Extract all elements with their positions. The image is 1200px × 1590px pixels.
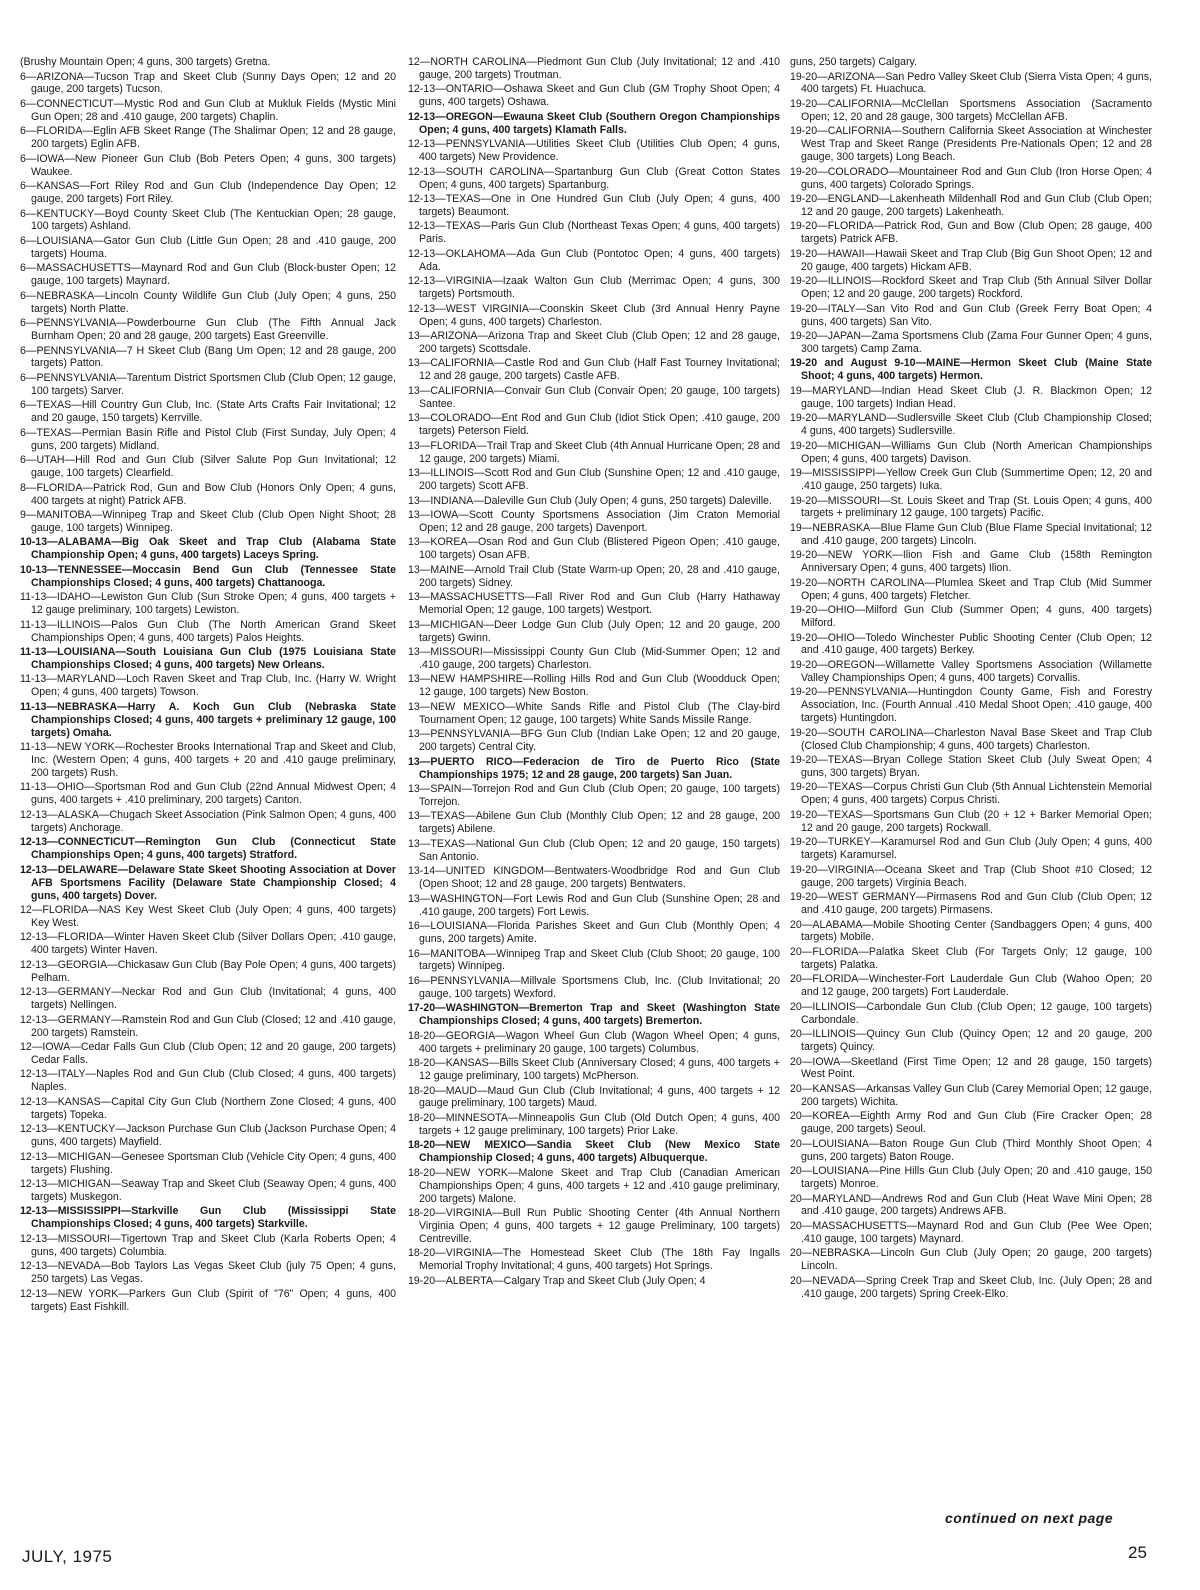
shoot-listing: (Brushy Mountain Open; 4 guns, 300 targets) Gretna. — [20, 56, 271, 68]
shoot-listing: 16—PENNSYLVANIA—Millvale Sportsmens Club, Inc. (Club Invitational; 20 gauge, 100 targets) Wexford. — [408, 974, 780, 1000]
shoot-listing: 12-13—MICHIGAN—Genesee Sportsman Club (Vehicle City Open; 4 guns, 400 targets) Flushing. — [20, 1150, 396, 1176]
shoot-listing: 12-13—MISSOURI—Tigertown Trap and Skeet Club (Karla Roberts Open; 4 guns, 400 targets) Columbia. — [20, 1232, 396, 1258]
shoot-listing: 20—ILLINOIS—Quincy Gun Club (Quincy Open; 12 and 20 gauge, 200 targets) Quincy. — [790, 1028, 1152, 1054]
shoot-listing: 6—ARIZONA—Tucson Trap and Skeet Club (Sunny Days Open; 12 and 20 gauge, 200 targets) Tucson. — [20, 70, 396, 96]
shoot-listing: 12-13—OREGON—Ewauna Skeet Club (Southern Oregon Championships Open; 4 guns, 400 targets) Klamath Falls. — [408, 110, 780, 136]
shoot-listing: 12-13—TEXAS—One in One Hundred Gun Club (July Open; 4 guns, 400 targets) Beaumont. — [408, 193, 780, 218]
shoot-listing: 12-13—MISSISSIPPI—Starkville Gun Club (Mississippi State Championships Closed; 4 guns, 400 targets) Starkville. — [20, 1205, 396, 1231]
shoot-listing: 11-13—IDAHO—Lewiston Gun Club (Sun Stroke Open; 4 guns, 400 targets + 12 gauge preliminary, 100 targets) Lewiston. — [20, 591, 396, 617]
shoot-listing: 19-20—JAPAN—Zama Sportsmens Club (Zama Four Gunner Open; 4 guns, 300 targets) Camp Zama. — [790, 330, 1152, 355]
page-number: 25 — [1128, 1543, 1147, 1562]
shoot-listing: 6—CONNECTICUT—Mystic Rod and Gun Club at Mukluk Fields (Mystic Mini Gun Open; 28 and .410 gauge, 200 targets) Chaplin. — [20, 97, 396, 123]
shoot-listing: 11-13—NEW YORK—Rochester Brooks International Trap and Skeet and Club, Inc. (Western Open; 4 guns, 400 targets + 20 and .410 gauge preliminary, 200 targets) Rush. — [20, 741, 396, 779]
shoot-listing: 10-13—TENNESSEE—Moccasin Bend Gun Club (Tennessee State Championships Closed; 4 guns, 400 targets) Chattanooga. — [20, 563, 396, 589]
shoot-listing: 12-13—KENTUCKY—Jackson Purchase Gun Club (Jackson Purchase Open; 4 guns, 400 targets) Mayfield. — [20, 1123, 396, 1149]
shoot-listing: 13—WASHINGTON—Fort Lewis Rod and Gun Club (Sunshine Open; 28 and .410 gauge, 200 targets) Fort Lewis. — [408, 892, 780, 918]
shoot-listing: 12-13—GEORGIA—Chickasaw Gun Club (Bay Pole Open; 4 guns, 400 targets) Pelham. — [20, 958, 396, 984]
shoot-listing: 12-13—OKLAHOMA—Ada Gun Club (Pontotoc Open; 4 guns, 400 targets) Ada. — [408, 247, 780, 273]
shoot-listing: 6—KANSAS—Fort Riley Rod and Gun Club (Independence Day Open; 12 gauge, 200 targets) Fort Riley. — [20, 180, 396, 206]
shoot-listing: 19-20—OREGON—Willamette Valley Sportsmens Association (Willamette Valley Championships Open; 4 guns, 400 targets) Corvallis. — [790, 658, 1152, 684]
shoot-listing: 20—NEVADA—Spring Creek Trap and Skeet Club, Inc. (July Open; 28 and .410 gauge, 200 targets) Spring Creek-Elko. — [790, 1274, 1152, 1300]
shoot-listing: 11-13—ILLINOIS—Palos Gun Club (The North American Grand Skeet Championships Open; 4 guns, 400 targets) Palos Heights. — [20, 618, 396, 644]
shoot-listing: 12-13—SOUTH CAROLINA—Spartanburg Gun Club (Great Cotton States Open; 4 guns, 400 targets) Spartanburg. — [408, 165, 780, 191]
shoot-listing: 12—FLORIDA—NAS Key West Skeet Club (July Open; 4 guns, 400 targets) Key West. — [20, 904, 396, 929]
shoot-listing: 12-13—ONTARIO—Oshawa Skeet and Gun Club (GM Trophy Shoot Open; 4 guns, 400 targets) Oshawa. — [408, 83, 780, 109]
shoot-listing: 20—MASSACHUSETTS—Maynard Rod and Gun Club (Pee Wee Open; .410 gauge, 100 targets) Maynard. — [790, 1219, 1152, 1245]
shoot-listing: 18-20—VIRGINIA—The Homestead Skeet Club (The 18th Fay Ingalls Memorial Trophy Invitational; 4 guns, 400 targets) Hot Springs. — [408, 1247, 780, 1273]
shoot-listing: 10-13—ALABAMA—Big Oak Skeet and Trap Club (Alabama State Championship Open; 4 guns, 400 targets) Laceys Spring. — [20, 536, 396, 562]
shoot-listing: 13-14—UNITED KINGDOM—Bentwaters-Woodbridge Rod and Gun Club (Open Shoot; 12 and 28 gauge, 200 targets) Bentwaters. — [408, 865, 780, 891]
shoot-listing: 13—MISSOURI—Mississippi County Gun Club (Mid-Summer Open; 12 and .410 gauge, 200 targets) Charleston. — [408, 646, 780, 671]
shoot-listing: 12-13—ALASKA—Chugach Skeet Association (Pink Salmon Open; 4 guns, 400 targets) Anchorage. — [20, 808, 396, 834]
shoot-listing: 19-20—ALBERTA—Calgary Trap and Skeet Club (July Open; 4 — [408, 1274, 706, 1287]
shoot-listing: 19-20—TURKEY—Karamursel Rod and Gun Club (July Open; 4 guns, 400 targets) Karamursel. — [790, 836, 1152, 862]
shoot-listing: 6—TEXAS—Hill Country Gun Club, Inc. (State Arts Crafts Fair Invitational; 12 and 20 gauge, 150 targets) Kerrville. — [20, 399, 396, 425]
shoot-listing: 12-13—NEW YORK—Parkers Gun Club (Spirit of "76" Open; 4 guns, 400 targets) East Fishkill. — [20, 1287, 396, 1313]
shoot-listing: 19-20—CALIFORNIA—Southern California Skeet Association at Winchester West Trap and Skeet Range (Presidents Pre-Nationals Open; 12 and 28 gauge, 300 targets) Long Beach. — [790, 125, 1152, 164]
shoot-listing: 6—FLORIDA—Eglin AFB Skeet Range (The Shalimar Open; 12 and 28 gauge, 200 targets) Eglin AFB. — [20, 125, 396, 151]
shoot-listing: 13—INDIANA—Daleville Gun Club (July Open; 4 guns, 250 targets) Daleville. — [408, 494, 772, 507]
shoot-listing: 19-20—PENNSYLVANIA—Huntingdon County Game, Fish and Forestry Association, Inc. (Fourth Annual .410 Medal Shoot Open; .410 gauge, 400 targets) Huntingdon. — [790, 686, 1152, 725]
shoot-listing: 6—NEBRASKA—Lincoln County Wildlife Gun Club (July Open; 4 guns, 250 targets) North Platte. — [20, 289, 396, 315]
shoot-listing: 18-20—MAUD—Maud Gun Club (Club Invitational; 4 guns, 400 targets + 12 gauge preliminary, 100 targets) Maud. — [408, 1084, 780, 1110]
shoot-listing: 19-20—SOUTH CAROLINA—Charleston Naval Base Skeet and Trap Club (Closed Club Championship; 4 guns, 400 targets) Charleston. — [790, 726, 1152, 752]
shoot-listing: 18-20—NEW MEXICO—Sandia Skeet Club (New Mexico State Championship Closed; 4 guns, 400 targets) Albuquerque. — [408, 1139, 780, 1165]
shoot-listing: 19-20—CALIFORNIA—McClellan Sportsmens Association (Sacramento Open; 12, 20 and 28 gauge, 300 targets) McClellan AFB. — [790, 97, 1152, 123]
shoot-listing: 19—NEBRASKA—Blue Flame Gun Club (Blue Flame Special Invitational; 12 and .410 gauge, 200 targets) Lincoln. — [790, 521, 1152, 547]
column-right — [790, 56, 1152, 1302]
shoot-listing: 18-20—GEORGIA—Wagon Wheel Gun Club (Wagon Wheel Open; 4 guns, 400 targets + preliminary 20 gauge, 100 targets) Columbus. — [408, 1029, 780, 1055]
shoot-listing: 13—ARIZONA—Arizona Trap and Skeet Club (Club Open; 12 and 28 gauge, 200 targets) Scottsdale. — [408, 330, 780, 355]
shoot-listing: 11-13—OHIO—Sportsman Rod and Gun Club (22nd Annual Midwest Open; 4 guns, 400 targets + .410 preliminary, 200 targets) Canton. — [20, 781, 396, 807]
shoot-listing: 19-20—FLORIDA—Patrick Rod, Gun and Bow (Club Open; 28 gauge, 400 targets) Patrick AFB. — [790, 220, 1152, 246]
shoot-listing: 19-20—MICHIGAN—Williams Gun Club (North American Championships Open; 4 guns, 400 targets) Davison. — [790, 439, 1152, 465]
shoot-listing: 19-20 and August 9-10—MAINE—Hermon Skeet Club (Maine State Shoot; 4 guns, 400 targets) Hermon. — [790, 357, 1152, 383]
column-middle — [408, 56, 780, 1289]
shoot-listing: 20—ALABAMA—Mobile Shooting Center (Sandbaggers Open; 4 guns, 400 targets) Mobile. — [790, 918, 1152, 944]
shoot-listing: 12-13—CONNECTICUT—Remington Gun Club (Connecticut State Championships Open; 4 guns, 400 targets) Stratford. — [20, 836, 396, 862]
shoot-listing: 19-20—WEST GERMANY—Pirmasens Rod and Gun Club (Club Open; 12 and .410 gauge, 200 targets) Pirmasens. — [790, 891, 1152, 916]
shoot-listing: 11-13—MARYLAND—Loch Raven Skeet and Trap Club, Inc. (Harry W. Wright Open; 4 guns, 400 targets) Towson. — [20, 673, 396, 699]
shoot-listing: 12-13—WEST VIRGINIA—Coonskin Skeet Club (3rd Annual Henry Payne Open; 4 guns, 400 targets) Charleston. — [408, 302, 780, 328]
shoot-listing: 12-13—FLORIDA—Winter Haven Skeet Club (Silver Dollars Open; .410 gauge, 400 targets) Winter Haven. — [20, 931, 396, 957]
shoot-listing: 19-20—ENGLAND—Lakenheath Mildenhall Rod and Gun Club (Club Open; 12 and 20 gauge, 200 targets) Lakenheath. — [790, 193, 1152, 218]
shoot-listing: 16—LOUISIANA—Florida Parishes Skeet and Gun Club (Monthly Open; 4 guns, 200 targets) Amite. — [408, 920, 780, 945]
shoot-listing: 12-13—TEXAS—Paris Gun Club (Northeast Texas Open; 4 guns, 400 targets) Paris. — [408, 220, 780, 246]
shoot-listing: 17-20—WASHINGTON—Bremerton Trap and Skeet (Washington State Championships Closed; 4 guns, 400 targets) Bremerton. — [408, 1002, 780, 1028]
shoot-listing: 6—IOWA—New Pioneer Gun Club (Bob Peters Open; 4 guns, 300 targets) Waukee. — [20, 152, 396, 178]
shoot-listing: 18-20—NEW YORK—Malone Skeet and Trap Club (Canadian American Championships Open; 4 guns, 400 targets + 12 and .410 gauge preliminary, 200 targets) Malone. — [408, 1166, 780, 1205]
shoot-listing: 11-13—NEBRASKA—Harry A. Koch Gun Club (Nebraska State Championships Closed; 4 guns, 400 targets + preliminary 12 gauge, 100 targets) Omaha. — [20, 700, 396, 739]
shoot-listing: 20—LOUISIANA—Pine Hills Gun Club (July Open; 20 and .410 gauge, 150 targets) Monroe. — [790, 1165, 1152, 1191]
shoot-listing: 19—MARYLAND—Indian Head Skeet Club (J. R. Blackmon Open; 12 gauge, 100 targets) Indian Head. — [790, 384, 1152, 410]
shoot-listing: 13—COLORADO—Ent Rod and Gun Club (Idiot Stick Open; .410 gauge, 200 targets) Peterson Field. — [408, 412, 780, 438]
shoot-listing: 8—FLORIDA—Patrick Rod, Gun and Bow Club (Honors Only Open; 4 guns, 400 targets at night) Patrick AFB. — [20, 481, 396, 507]
shoot-listing: 13—MASSACHUSETTS—Fall River Rod and Gun Club (Harry Hathaway Memorial Open; 12 gauge, 100 targets) Westport. — [408, 591, 780, 617]
shoot-listing: 13—CALIFORNIA—Convair Gun Club (Convair Open; 20 gauge, 100 targets) Santee. — [408, 384, 780, 410]
shoot-listing: 19-20—HAWAII—Hawaii Skeet and Trap Club (Big Gun Shoot Open; 12 and 20 gauge, 400 targets) Hickam AFB. — [790, 247, 1152, 273]
shoot-listing: 20—FLORIDA—Palatka Skeet Club (For Targets Only; 12 gauge, 100 targets) Palatka. — [790, 945, 1152, 971]
shoot-listing: 13—CALIFORNIA—Castle Rod and Gun Club (Half Fast Tourney Invitational; 12 and 28 gauge, 200 targets) Castle AFB. — [408, 357, 780, 383]
shoot-listing: 19-20—NEW YORK—Ilion Fish and Game Club (158th Remington Anniversary Open; 4 guns, 400 targets) Ilion. — [790, 549, 1152, 575]
shoot-listing: 20—FLORIDA—Winchester-Fort Lauderdale Gun Club (Wahoo Open; 20 and 12 gauge, 200 targets) Fort Lauderdale. — [790, 973, 1152, 999]
shoot-listing: 13—FLORIDA—Trail Trap and Skeet Club (4th Annual Hurricane Open; 28 and 12 gauge, 200 targets) Miami. — [408, 439, 780, 465]
shoot-listing: 18-20—MINNESOTA—Minneapolis Gun Club (Old Dutch Open; 4 guns, 400 targets + 12 gauge preliminary, 100 targets) Prior Lake. — [408, 1111, 780, 1137]
shoot-listing: 12-13—GERMANY—Ramstein Rod and Gun Club (Closed; 12 and .410 gauge, 200 targets) Ramstein. — [20, 1013, 396, 1039]
continued-note: continued on next page — [945, 1510, 1114, 1526]
shoot-listing: 19-20—OHIO—Toledo Winchester Public Shooting Center (Club Open; 12 and .410 gauge, 400 targets) Berkey. — [790, 631, 1152, 657]
shoot-listing: guns, 250 targets) Calgary. — [790, 56, 917, 68]
shoot-listing: 19-20—TEXAS—Corpus Christi Gun Club (5th Annual Lichtenstein Memorial Open; 4 guns, 400 targets) Corpus Christi. — [790, 781, 1152, 807]
shoot-listing: 20—NEBRASKA—Lincoln Gun Club (July Open; 20 gauge, 200 targets) Lincoln. — [790, 1247, 1152, 1273]
shoot-listing: 13—IOWA—Scott County Sportsmens Association (Jim Craton Memorial Open; 12 and 28 gauge, 200 targets) Davenport. — [408, 509, 780, 534]
shoot-listing: 13—MAINE—Arnold Trail Club (State Warm-up Open; 20, 28 and .410 gauge, 200 targets) Sidney. — [408, 563, 780, 589]
shoot-listing: 13—MICHIGAN—Deer Lodge Gun Club (July Open; 12 and 20 gauge, 200 targets) Gwinn. — [408, 618, 780, 644]
shoot-listing: 19-20—ILLINOIS—Rockford Skeet and Trap Club (5th Annual Silver Dollar Open; 12 and 20 gauge, 200 targets) Rockford. — [790, 275, 1152, 301]
shoot-listing: 19-20—MISSOURI—St. Louis Skeet and Trap (St. Louis Open; 4 guns, 400 targets + preliminary 12 gauge, 100 targets) Pacific. — [790, 494, 1152, 520]
shoot-listing: 13—PUERTO RICO—Federacion de Tiro de Puerto Rico (State Championships 1975; 12 and 28 gauge, 200 targets) San Juan. — [408, 755, 780, 781]
shoot-listing: 13—NEW HAMPSHIRE—Rolling Hills Rod and Gun Club (Woodduck Open; 12 gauge, 100 targets) New Boston. — [408, 673, 780, 699]
shoot-listing: 12-13—VIRGINIA—Izaak Walton Gun Club (Merrimac Open; 4 guns, 300 targets) Portsmouth. — [408, 275, 780, 301]
shoot-listing: 18-20—KANSAS—Bills Skeet Club (Anniversary Closed; 4 guns, 400 targets + 12 gauge preliminary, 100 targets) McPherson. — [408, 1057, 780, 1083]
shoot-listing: 12-13—PENNSYLVANIA—Utilities Skeet Club (Utilities Club Open; 4 guns, 400 targets) New Providence. — [408, 138, 780, 164]
shoot-listing: 20—MARYLAND—Andrews Rod and Gun Club (Heat Wave Mini Open; 28 and .410 gauge, 200 targets) Andrews AFB. — [790, 1192, 1152, 1218]
shoot-listing: 9—MANITOBA—Winnipeg Trap and Skeet Club (Club Open Night Shoot; 28 gauge, 100 targets) Winnipeg. — [20, 509, 396, 534]
shoot-listing: 11-13—LOUISIANA—South Louisiana Gun Club (1975 Louisiana State Championships Closed; 4 guns, 400 targets) New Orleans. — [20, 646, 396, 671]
shoot-listing: 6—PENNSYLVANIA—Tarentum District Sportsmen Club (Club Open; 12 gauge, 100 targets) Sarver. — [20, 371, 396, 397]
shoot-listing: 12-13—KANSAS—Capital City Gun Club (Northern Zone Closed; 4 guns, 400 targets) Topeka. — [20, 1095, 396, 1121]
shoot-listing: 19-20—ARIZONA—San Pedro Valley Skeet Club (Sierra Vista Open; 4 guns, 400 targets) Ft. Huachuca. — [790, 70, 1152, 96]
shoot-listing: 6—PENNSYLVANIA—7 H Skeet Club (Bang Um Open; 12 and 28 gauge, 200 targets) Patton. — [20, 344, 396, 370]
shoot-listing: 13—KOREA—Osan Rod and Gun Club (Blistered Pigeon Open; .410 gauge, 100 targets) Osan AFB. — [408, 536, 780, 562]
shoot-listing: 6—MASSACHUSETTS—Maynard Rod and Gun Club (Block-buster Open; 12 gauge, 100 targets) Maynard. — [20, 262, 396, 288]
shoot-listing: 6—LOUISIANA—Gator Gun Club (Little Gun Open; 28 and .410 gauge, 200 targets) Houma. — [20, 234, 396, 260]
shoot-listing: 19-20—VIRGINIA—Oceana Skeet and Trap (Club Shoot #10 Closed; 12 gauge, 200 targets) Virginia Beach. — [790, 863, 1152, 889]
column-left — [20, 56, 396, 1315]
shoot-listing: 19-20—TEXAS—Sportsmans Gun Club (20 + 12 + Barker Memorial Open; 12 and 20 gauge, 200 targets) Rockwall. — [790, 808, 1152, 834]
shoot-listing: 19-20—MARYLAND—Sudlersville Skeet Club (Club Championship Closed; 4 guns, 400 targets) Sudlersville. — [790, 412, 1152, 438]
shoot-listing: 12-13—MICHIGAN—Seaway Trap and Skeet Club (Seaway Open; 4 guns, 400 targets) Muskegon. — [20, 1178, 396, 1203]
shoot-listing: 19-20—ITALY—San Vito Rod and Gun Club (Greek Ferry Boat Open; 4 guns, 400 targets) San Vito. — [790, 302, 1152, 328]
shoot-listing: 12-13—GERMANY—Neckar Rod and Gun Club (Invitational; 4 guns, 400 targets) Nellingen. — [20, 986, 396, 1012]
shoot-listing: 13—ILLINOIS—Scott Rod and Gun Club (Sunshine Open; 12 and .410 gauge, 200 targets) Scott AFB. — [408, 467, 780, 492]
shoot-listing: 13—NEW MEXICO—White Sands Rifle and Pistol Club (The Clay-bird Tournament Open; 12 gauge, 100 targets) White Sands Missile Range. — [408, 700, 780, 726]
shoot-listing: 12—IOWA—Cedar Falls Gun Club (Club Open; 12 and 20 gauge, 200 targets) Cedar Falls. — [20, 1041, 396, 1066]
shoot-listing: 20—IOWA—Skeetland (First Time Open; 12 and 28 gauge, 150 targets) West Point. — [790, 1055, 1152, 1081]
shoot-listing: 6—TEXAS—Permian Basin Rifle and Pistol Club (First Sunday, July Open; 4 guns, 200 targets) Midland. — [20, 426, 396, 452]
shoot-listing: 6—PENNSYLVANIA—Powderbourne Gun Club (The Fifth Annual Jack Burnham Open; 20 and 28 gauge, 200 targets) East Greenville. — [20, 317, 396, 343]
shoot-listing: 12-13—ITALY—Naples Rod and Gun Club (Club Closed; 4 guns, 400 targets) Naples. — [20, 1068, 396, 1094]
shoot-listing: 20—LOUISIANA—Baton Rouge Gun Club (Third Monthly Shoot Open; 4 guns, 200 targets) Baton Rouge. — [790, 1137, 1152, 1163]
shoot-listing: 19-20—NORTH CAROLINA—Plumlea Skeet and Trap Club (Mid Summer Open; 4 guns, 400 targets) Fletcher. — [790, 576, 1152, 602]
shoot-listing: 13—SPAIN—Torrejon Rod and Gun Club (Club Open; 20 gauge, 100 targets) Torrejon. — [408, 783, 780, 808]
shoot-listing: 6—KENTUCKY—Boyd County Skeet Club (The Kentuckian Open; 28 gauge, 100 targets) Ashland. — [20, 207, 396, 233]
shoot-listing: 20—ILLINOIS—Carbondale Gun Club (Club Open; 12 gauge, 100 targets) Carbondale. — [790, 1000, 1152, 1026]
shoot-listing: 12-13—DELAWARE—Delaware State Skeet Shooting Association at Dover AFB Sportsmens Facility (Delaware State Championship Closed; 4 guns, 400 targets) Dover. — [20, 863, 396, 902]
shoot-listing: 13—TEXAS—National Gun Club (Club Open; 12 and 20 gauge, 150 targets) San Antonio. — [408, 837, 780, 863]
shoot-listing: 20—KANSAS—Arkansas Valley Gun Club (Carey Memorial Open; 12 gauge, 200 targets) Wichita. — [790, 1082, 1152, 1108]
shoot-listing: 19—MISSISSIPPI—Yellow Creek Gun Club (Summertime Open; 12, 20 and .410 gauge, 250 targets) Iuka. — [790, 467, 1152, 492]
shoot-listing: 19-20—OHIO—Milford Gun Club (Summer Open; 4 guns, 400 targets) Milford. — [790, 604, 1152, 630]
footer-date: JULY, 1975 — [22, 1547, 113, 1566]
shoot-listing: 12-13—NEVADA—Bob Taylors Las Vegas Skeet Club (july 75 Open; 4 guns, 250 targets) Las Vegas. — [20, 1260, 396, 1286]
shoot-listing: 20—KOREA—Eighth Army Rod and Gun Club (Fire Cracker Open; 28 gauge, 200 targets) Seoul. — [790, 1110, 1152, 1136]
shoot-listing: 13—TEXAS—Abilene Gun Club (Monthly Club Open; 12 and 28 gauge, 200 targets) Abilene. — [408, 810, 780, 836]
shoot-listing: 19-20—TEXAS—Bryan College Station Skeet Club (July Sweat Open; 4 guns, 300 targets) Bryan. — [790, 754, 1152, 779]
shoot-listing: 19-20—COLORADO—Mountaineer Rod and Gun Club (Iron Horse Open; 4 guns, 400 targets) Colorado Springs. — [790, 165, 1152, 191]
shoot-listing: 6—UTAH—Hill Rod and Gun Club (Silver Salute Pop Gun Invitational; 12 gauge, 100 targets) Clearfield. — [20, 454, 396, 480]
shoot-listing: 12—NORTH CAROLINA—Piedmont Gun Club (July Invitational; 12 and .410 gauge, 200 targets) Troutman. — [408, 56, 780, 81]
shoot-listing: 18-20—VIRGINIA—Bull Run Public Shooting Center (4th Annual Northern Virginia Open; 4 guns, 400 targets + 12 gauge Preliminary, 100 targets) Centreville. — [408, 1207, 780, 1245]
shoot-listing: 16—MANITOBA—Winnipeg Trap and Skeet Club (Club Shoot; 20 gauge, 100 targets) Winnipeg. — [408, 947, 780, 973]
shoot-listing: 13—PENNSYLVANIA—BFG Gun Club (Indian Lake Open; 12 and 20 gauge, 200 targets) Central City. — [408, 728, 780, 754]
